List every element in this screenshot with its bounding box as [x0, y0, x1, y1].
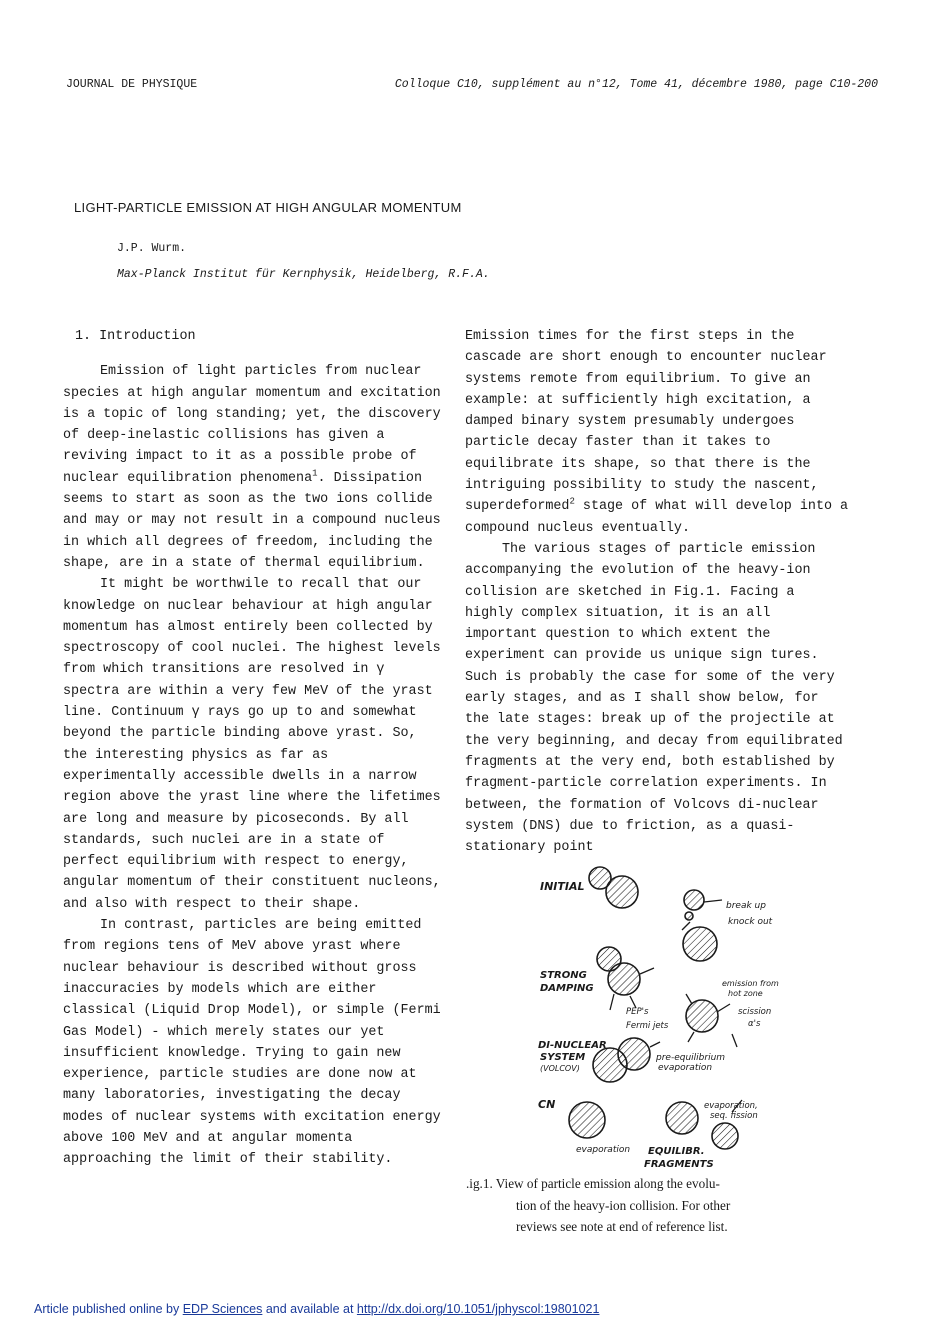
emission-arrows: [610, 900, 742, 1112]
right-column: [465, 326, 850, 858]
breakup-projectile-nucleus: [684, 890, 704, 910]
label-seq-fission: seq. fission: [710, 1111, 758, 1121]
paragraph-text: stage of what will develop into a compound nucleus eventually.: [465, 499, 849, 536]
fragment-nucleus-1: [666, 1102, 698, 1134]
breakup-fragment: [685, 912, 693, 920]
label-pre-equilibrium: pre-equilibrium: [656, 1053, 726, 1063]
caption-line: tion of the heavy-ion collision. For other: [516, 1197, 731, 1213]
emission-diagram: [532, 862, 792, 1174]
label-evaporation-dns: evaporation: [658, 1063, 713, 1073]
figure-caption: [466, 1173, 836, 1238]
dns-nucleus-2: [618, 1038, 650, 1070]
publisher-link[interactable]: EDP Sciences: [182, 1302, 263, 1316]
reference-marker: 2: [569, 496, 575, 507]
paragraph-intro-1: [63, 361, 448, 574]
paragraph-text: Emission of light particles from nuclear species at high angular momentum and excitation is a topic of long standing; yet, the discovery of deep-inelastic collisions has given a reviving impact to it as a possible probe of nuclear equilibration phenomena: [63, 364, 441, 486]
journal-name: JOURNAL DE PHYSIQUE: [66, 78, 198, 91]
caption-line: reviews see note at end of reference list.: [516, 1219, 728, 1234]
fragment-nucleus-2: [712, 1123, 738, 1149]
label-cn: CN: [538, 1098, 556, 1111]
article-title: LIGHT-PARTICLE EMISSION AT HIGH ANGULAR MOMENTUM: [74, 200, 462, 215]
doi-link[interactable]: http://dx.doi.org/10.1051/jphyscol:19801021: [356, 1302, 600, 1316]
label-scission: scission: [738, 1007, 772, 1017]
label-knock-out: knock out: [728, 917, 773, 927]
label-scission-alphas: α's: [748, 1019, 761, 1029]
paragraph-text: Emission times for the first steps in the cascade are short enough to encounter nuclear systems remote from equilibrium. To give an example: at sufficiently high excitation, a damped binary system presumably undergoes particle decay faster than it takes to equilibrate its shape, so that there is the intriguing possibility to study the nascent, superdeformed: [465, 329, 827, 515]
reference-marker: 1: [312, 468, 318, 479]
label-initial: INITIAL: [540, 880, 585, 893]
damping-nucleus-2: [608, 963, 640, 995]
paragraph-right-2: The various stages of particle emission accompanying the evolution of the heavy-ion collision are sketched in Fig.1. Facing a highly complex situation, it is an all important question to which extent the experiment can provide us unique sign tures. Such is probably the case for some of the very early stages, and as I shall show below, for the late stages: break up of the projectile at the very beginning, and decay from equilibrated fragments at the very end, both established by fragment-particle correlation experiments. In between, the formation of Volcovs di-nuclear system (DNS) due to friction, as a quasi-stationary point: [465, 541, 843, 856]
footer-middle: and available at: [262, 1302, 357, 1316]
label-volcov: (VOLCOV): [540, 1064, 580, 1073]
left-column: [63, 326, 448, 1171]
label-damping: DAMPING: [540, 983, 594, 994]
compound-nucleus: [569, 1102, 605, 1138]
label-evaporation-cn: evaporation: [576, 1145, 631, 1155]
label-fermi-jets: Fermi jets: [626, 1021, 669, 1031]
publication-footer: [34, 1302, 599, 1316]
colloque-info: Colloque C10, supplément au n°12, Tome 41, décembre 1980, page C10-200: [394, 78, 878, 91]
author-name: J.P. Wurm.: [117, 242, 187, 255]
label-emission-from: emission from: [722, 979, 779, 988]
initial-target-nucleus: [606, 876, 638, 908]
label-system: SYSTEM: [540, 1052, 586, 1063]
author-affiliation: Max-Planck Institut für Kernphysik, Heidelberg, R.F.A.: [117, 268, 490, 281]
label-break-up: break up: [726, 901, 766, 911]
paragraph-right-1: [465, 326, 850, 539]
label-equilibr: EQUILIBR.: [648, 1146, 705, 1157]
page-header: [66, 78, 878, 96]
label-di-nuclear: DI-NUCLEAR: [538, 1040, 607, 1051]
label-fragments: FRAGMENTS: [644, 1159, 714, 1170]
hot-zone-nucleus: [686, 1000, 718, 1032]
paragraph-text: . Dissipation seems to start as soon as the two ions collide and may or may not result in a compound nucleus in which all degrees of freedom, including the shape, are in a state of thermal equilibrium.: [63, 470, 441, 571]
caption-line: .ig.1. View of particle emission along the evolu-: [466, 1176, 720, 1191]
label-hot-zone: hot zone: [728, 989, 763, 998]
breakup-target-nucleus: [683, 927, 717, 961]
figure-1: [532, 862, 792, 1174]
label-evaporation-fragments: evaporation,: [704, 1101, 758, 1111]
section-heading: 1. Introduction: [75, 329, 196, 344]
paragraph-intro-2: It might be worthwile to recall that our knowledge on nuclear behaviour at high angular momentum has almost entirely been collected by spectroscopy of cool nuclei. The highest levels from which transitions are resolved in γ spectra are within a very few MeV of the yrast line. Continuum γ rays go up to and somewhat beyond the particle binding above yrast. So, the interesting physics as far as experimentally accessible dwells in a narrow region above the yrast line where the lifetimes are long and measure by picoseconds. By all standards, such nuclei are in a state of perfect equilibrium with respect to energy, angular momentum of their constituent nucleons, and also with respect to their shape.: [63, 577, 441, 912]
footer-prefix: Article published online by: [34, 1302, 183, 1316]
label-peps: PEP's: [626, 1007, 649, 1017]
label-strong: STRONG: [540, 970, 587, 981]
paragraph-intro-3: In contrast, particles are being emitted from regions tens of MeV above yrast where nuclear behaviour is described without gross inaccuracies by models which are either classical (Liquid Drop Model), or simple (Fermi Gas Model) - which merely states our yet insufficient knowledge. Trying to gain new experience, particle studies are done now at many laboratories, investigating the decay modes of nuclear systems with excitation energy above 100 MeV and at angular momenta approaching the limit of their stability.: [63, 918, 441, 1168]
